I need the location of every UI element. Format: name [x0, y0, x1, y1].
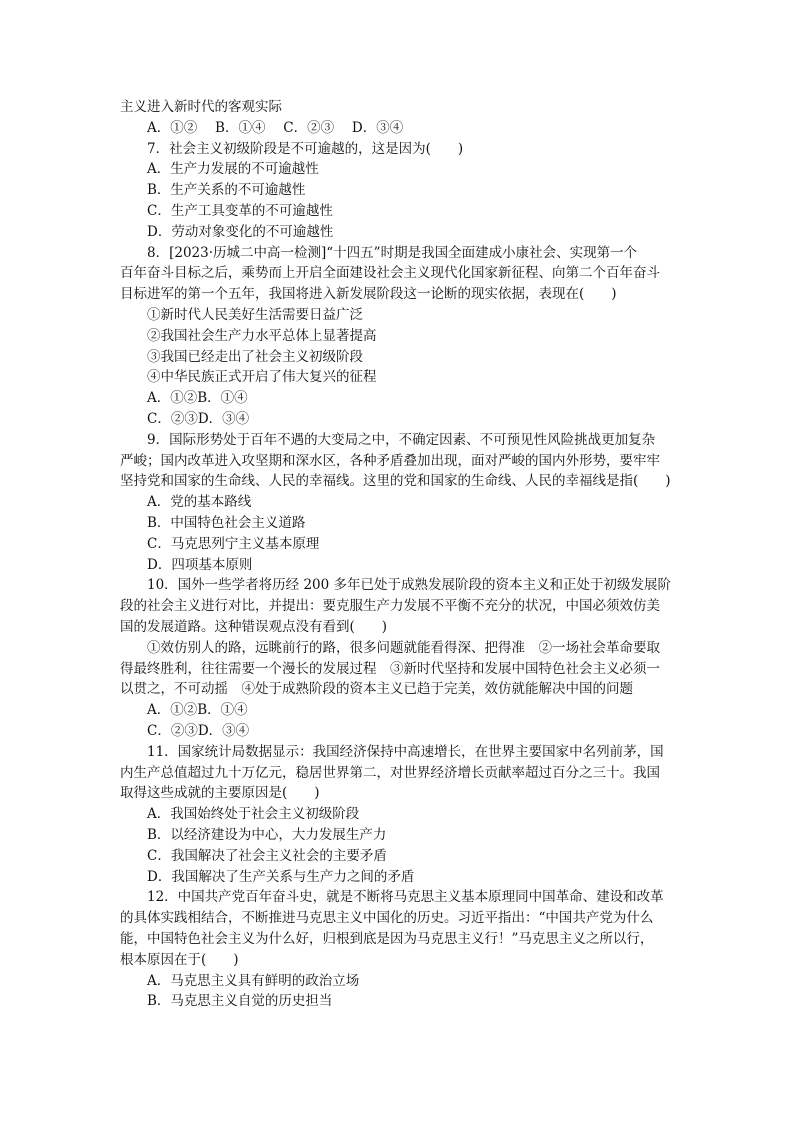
text-line: 8．[2023·历城二中高一检测]“十四五”时期是我国全面建成小康社会、实现第一个 [147, 244, 638, 261]
text-line: B．以经济建设为中心，大力发展生产力 [147, 827, 387, 843]
text-line: ②我国社会生产力水平总体上显著提高 [147, 327, 377, 344]
text-line: A．①②B．①④ [147, 702, 248, 719]
text-line: A．马克思主义具有鲜明的政治立场 [147, 972, 360, 989]
text-line: 的具体实践相结合，不断推进马克思主义中国化的历史。习近平指出：“中国共产党为什么 [120, 910, 654, 927]
text-line: 国的发展道路。这种错误观点没有看到( ) [120, 619, 388, 635]
text-line: 9．国际形势处于百年不遇的大变局之中，不确定因素、不可预见性风险挑战更加复杂 [147, 431, 656, 448]
text-line: 根本原因在于( ) [120, 951, 239, 968]
text-line: 主义进入新时代的客观实际 [120, 99, 282, 115]
text-line: B．生产关系的不可逾越性 [147, 182, 306, 199]
text-line: 以贯之，不可动摇 ④处于成熟阶段的资本主义已趋于完美，效仿就能解决中国的问题 [120, 681, 633, 698]
text-line: D．我国解决了生产关系与生产力之间的矛盾 [147, 868, 415, 885]
text-line: 11．国家统计局数据显示：我国经济保持中高速增长，在世界主要国家中名列前茅，国 [147, 743, 664, 760]
text-line: 得最终胜利，往往需要一个漫长的发展过程 ③新时代坚持和发展中国特色社会主义必须一 [120, 660, 660, 677]
text-line: 段的社会主义进行对比，并提出：要克服生产力发展不平衡不充分的状况，中国必须效仿美 [120, 598, 660, 615]
text-line: B．马克思主义自觉的历史担当 [147, 993, 333, 1010]
text-line: 取得这些成就的主要原因是( ) [120, 785, 320, 802]
text-line: 内生产总值超过九十万亿元，稳居世界第二，对世界经济增长贡献率超过百分之三十。我国 [120, 764, 660, 781]
text-line: ③我国已经走出了社会主义初级阶段 [147, 348, 363, 365]
text-line: 目标进军的第一个五年，我国将进入新发展阶段这一论断的现实依据，表现在( ) [120, 286, 617, 303]
text-line: B．中国特色社会主义道路 [147, 515, 306, 531]
text-line: C．马克思列宁主义基本原理 [147, 535, 320, 552]
text-line: D．劳动对象变化的不可逾越性 [147, 223, 334, 240]
text-line: ①效仿别人的路，远眺前行的路，很多问题就能看得深、把得准 ②一场社会革命要取 [147, 639, 660, 656]
text-line: A．生产力发展的不可逾越性 [147, 161, 319, 178]
text-line: 12．中国共产党百年奋斗史，就是不断将马克思主义基本原理同中国革命、建设和改革 [147, 889, 664, 906]
text-line: ①新时代人民美好生活需要日益广泛 [147, 307, 363, 323]
text-line: 严峻；国内改革进入攻坚期和深水区，各种矛盾叠加出现，面对严峻的国内外形势，要牢牢 [120, 452, 660, 469]
text-line: ④中华民族正式开启了伟大复兴的征程 [147, 369, 377, 386]
text-line: D．四项基本原则 [147, 556, 253, 573]
text-line: 7．社会主义初级阶段是不可逾越的，这是因为( ) [147, 140, 464, 157]
text-line: 能，中国特色社会主义为什么好，归根到底是因为马克思主义行！”马克思主义之所以行， [120, 931, 654, 947]
text-line: C．生产工具变革的不可逾越性 [147, 203, 333, 219]
text-line: C．②③D．③④ [147, 411, 250, 427]
text-line: 百年奋斗目标之后，乘势而上开启全面建设社会主义现代化国家新征程、向第二个百年奋斗 [120, 265, 660, 282]
text-line: 坚持党和国家的生命线、人民的幸福线。这里的党和国家的生命线、人民的幸福线是指( ) [120, 473, 671, 490]
text-line: A．我国始终处于社会主义初级阶段 [147, 806, 360, 823]
text-line: A．①②B．①④ [147, 390, 248, 407]
text-line: C．②③D．③④ [147, 723, 250, 739]
text-line: A．党的基本路线 [147, 494, 252, 511]
text-line: 10．国外一些学者将历经 200 多年已处于成熟发展阶段的资本主义和正处于初级发展阶 [147, 577, 672, 594]
text-line: A．①② B．①④ C．②③ D．③④ [147, 119, 404, 136]
text-line: C．我国解决了社会主义社会的主要矛盾 [147, 847, 387, 864]
